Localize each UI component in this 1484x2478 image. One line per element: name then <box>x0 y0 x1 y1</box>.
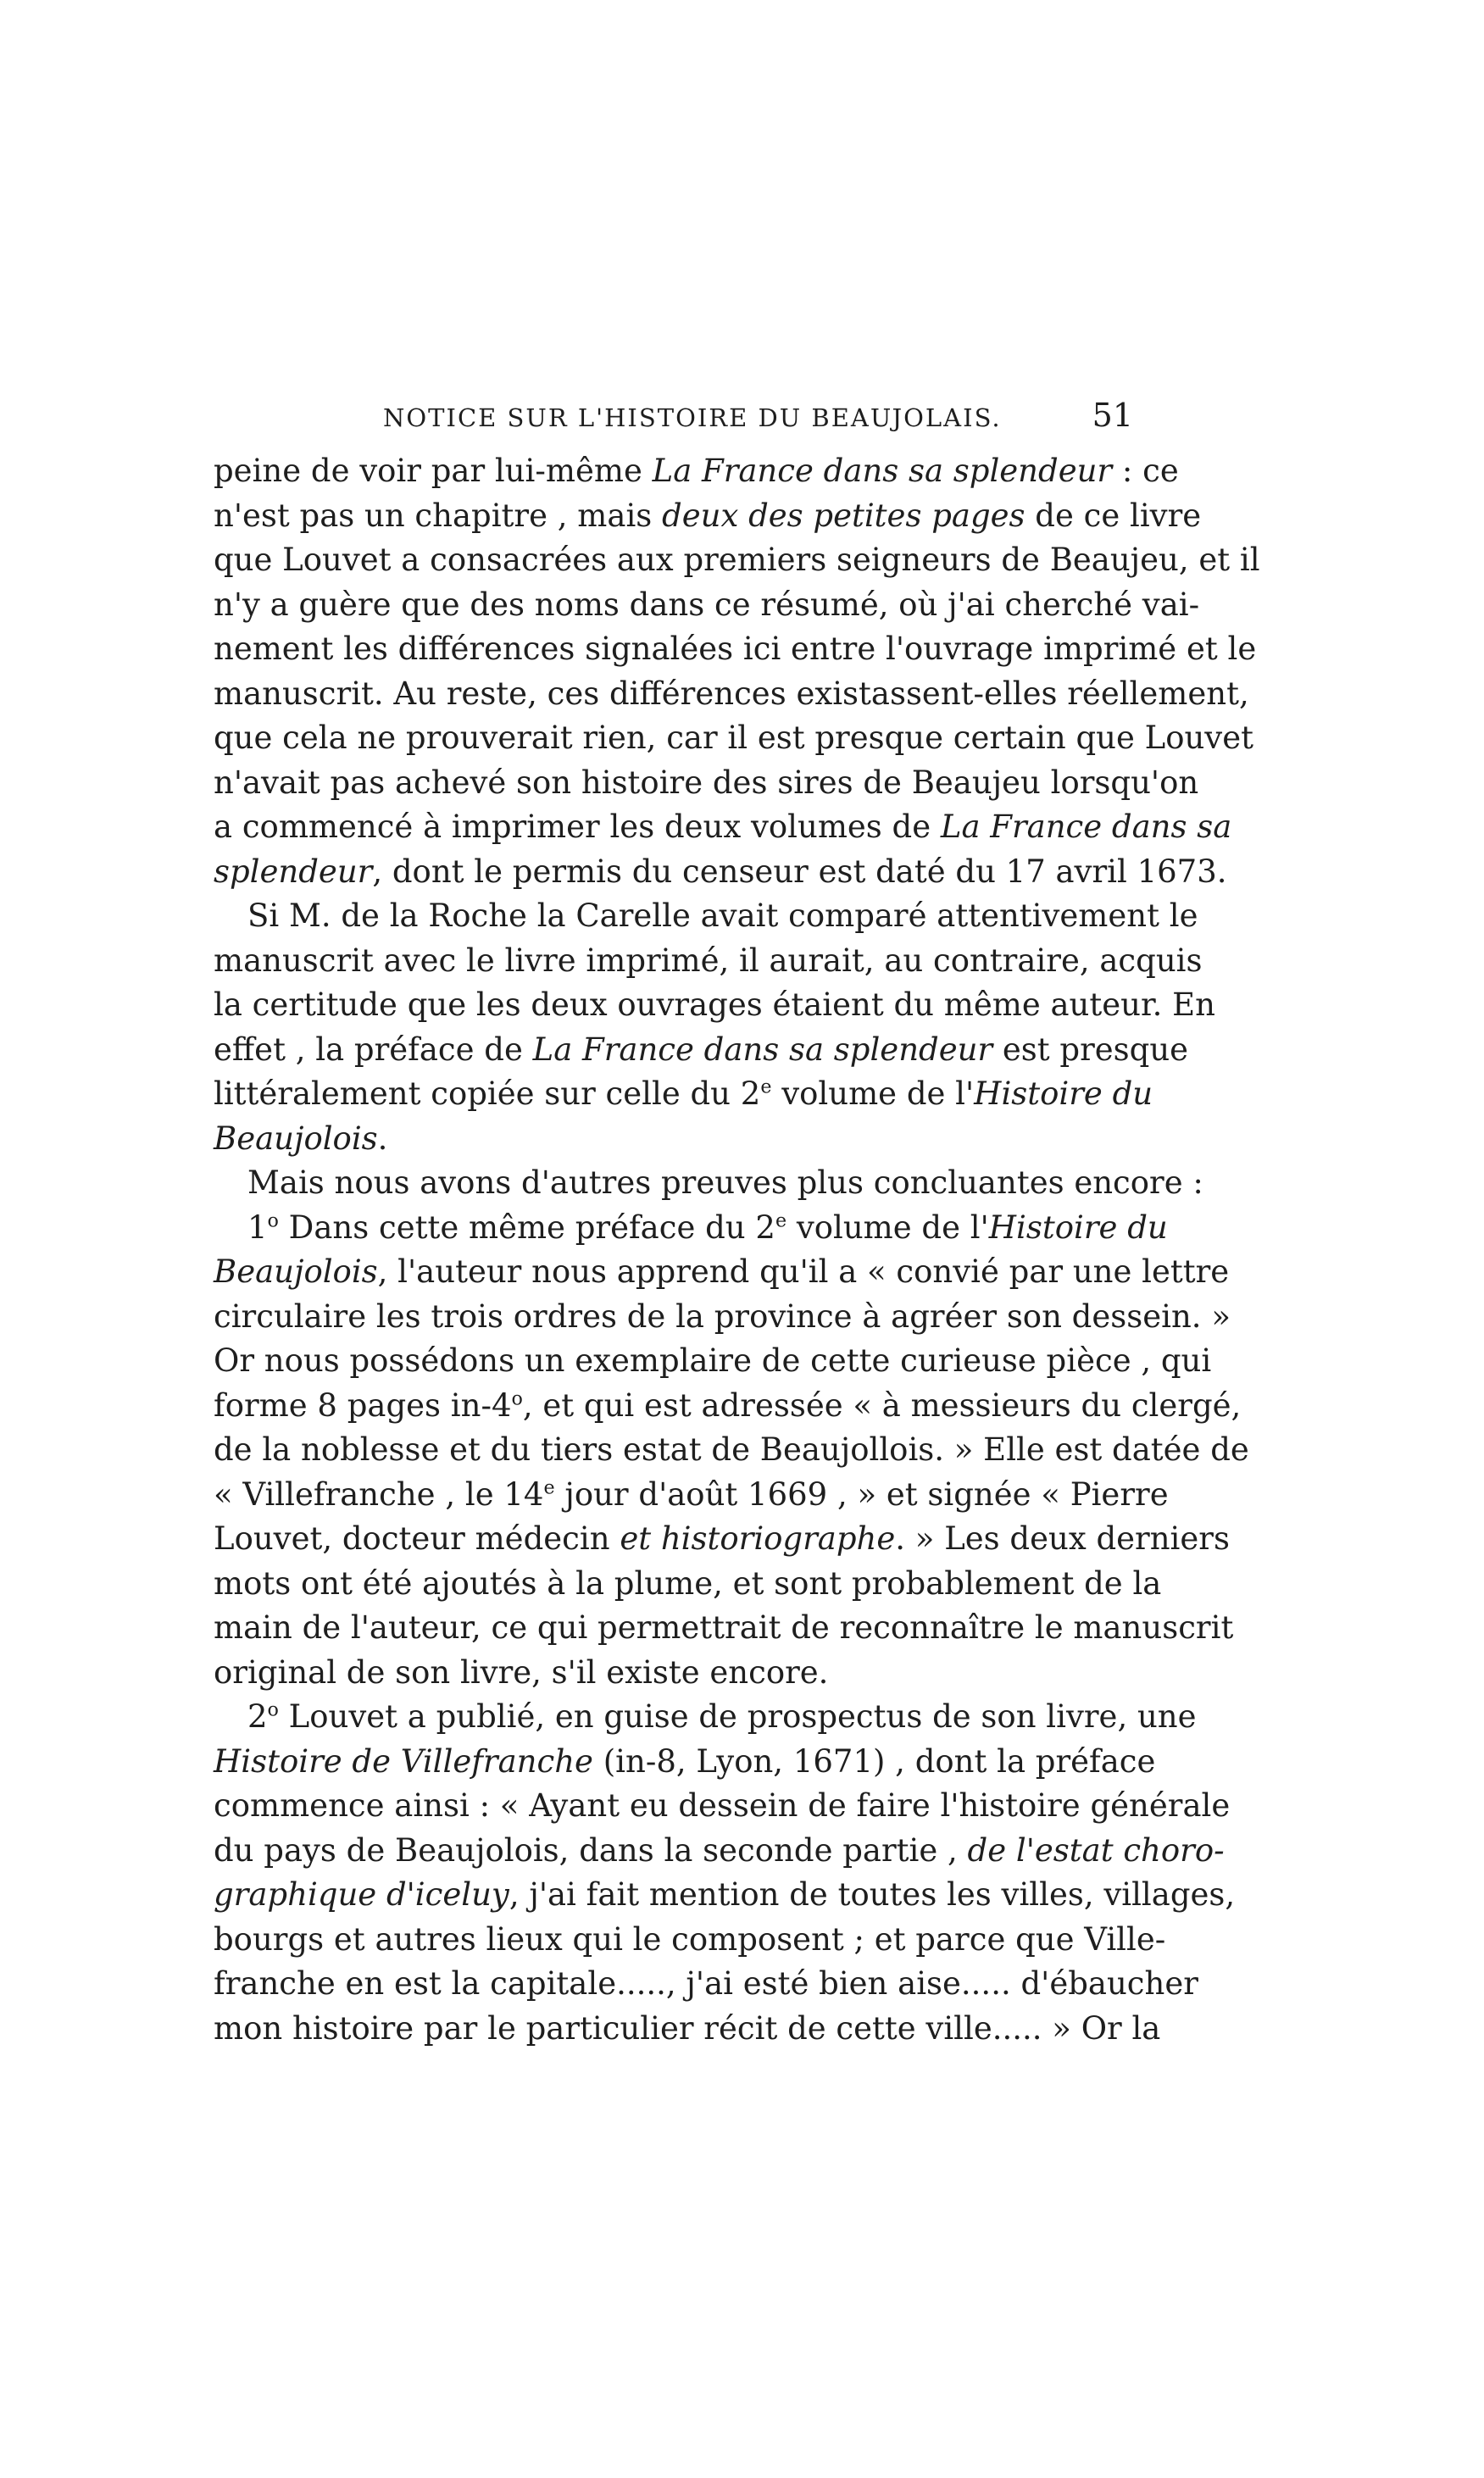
text-line: main de l'auteur, ce qui permettrait de reconnaître le manuscrit <box>214 1609 1234 1646</box>
text-line: commence ainsi : « Ayant eu dessein de faire l'histoire générale <box>214 1787 1231 1824</box>
text-line: circulaire les trois ordres de la province à agréer son dessein. » <box>214 1297 1231 1335</box>
text-line: franche en est la capitale....., j'ai esté bien aise..... d'ébaucher <box>214 1965 1198 2002</box>
text-line: manuscrit. Au reste, ces différences existassent-elles réellement, <box>214 675 1249 712</box>
text-line: n'y a guère que des noms dans ce résumé, où j'ai cherché vai- <box>214 586 1200 623</box>
text-line: a commencé à imprimer les deux volumes de La France dans sa <box>214 808 1232 845</box>
text-line: n'est pas un chapitre , mais deux des petites pages de ce livre <box>214 497 1202 534</box>
text-line: bourgs et autres lieux qui le composent ; et parce que Ville- <box>214 1920 1166 1958</box>
text-line: original de son livre, s'il existe encore. <box>214 1653 829 1691</box>
text-line: Louvet, docteur médecin et historiographe. » Les deux derniers <box>214 1520 1230 1557</box>
paragraph-start-line: 2$^o$ Louvet a publié, en guise de prospectus de son livre, une <box>247 1698 1197 1735</box>
text-line: manuscrit avec le livre imprimé, il aurait, au contraire, acquis <box>214 942 1203 979</box>
text-line: de la noblesse et du tiers estat de Beaujollois. » Elle est datée de <box>214 1431 1249 1468</box>
text-line: Histoire de Villefranche (in-8, Lyon, 1671) , dont la préface <box>214 1742 1156 1780</box>
text-line: nement les différences signalées ici entre l'ouvrage imprimé et le <box>214 631 1257 667</box>
text-line: peine de voir par lui-même La France dans sa splendeur : ce <box>214 453 1179 489</box>
body-text <box>214 449 1260 2051</box>
paragraph-start-line: Si M. de la Roche la Carelle avait comparé attentivement le <box>247 897 1198 934</box>
text-line: splendeur, dont le permis du censeur est daté du 17 avril 1673. <box>214 853 1227 890</box>
text-line: Beaujolois, l'auteur nous apprend qu'il a « convié par une lettre <box>214 1253 1230 1290</box>
text-line: forme 8 pages in-4$^o$, et qui est adressée « à messieurs du clergé, <box>214 1386 1242 1424</box>
text-line: effet , la préface de La France dans sa splendeur est presque <box>214 1031 1189 1068</box>
text-line: Or nous possédons un exemplaire de cette curieuse pièce , qui <box>214 1342 1212 1379</box>
text-line: que cela ne prouverait rien, car il est presque certain que Louvet <box>214 720 1253 756</box>
text-line: n'avait pas achevé son histoire des sires de Beaujeu lorsqu'on <box>214 764 1199 801</box>
paragraph-start-line: Mais nous avons d'autres preuves plus concluantes encore : <box>247 1164 1203 1201</box>
text-line: du pays de Beaujolois, dans la seconde partie , de l'estat choro- <box>214 1831 1225 1869</box>
text-line: graphique d'iceluy, j'ai fait mention de toutes les villes, villages, <box>214 1876 1236 1913</box>
running-head <box>214 395 1133 446</box>
text-line: littéralement copiée sur celle du 2e volume de l'Histoire du <box>214 1075 1153 1112</box>
text-line: la certitude que les deux ouvrages étaient du même auteur. En <box>214 986 1215 1023</box>
text-line: que Louvet a consacrées aux premiers seigneurs de Beaujeu, et il <box>214 542 1260 578</box>
text-line: mon histoire par le particulier récit de cette ville..... » Or la <box>214 2009 1161 2047</box>
page-number: 51 <box>1092 397 1133 434</box>
text-line: mots ont été ajoutés à la plume, et sont probablement de la <box>214 1564 1162 1602</box>
paragraph-start-line: 1$^o$ Dans cette même préface du 2e volume de l'Histoire du <box>247 1208 1168 1246</box>
text-line: Beaujolois. <box>214 1120 388 1157</box>
text-line: « Villefranche , le 14e jour d'août 1669 , » et signée « Pierre <box>214 1475 1169 1513</box>
running-title: NOTICE SUR L'HISTOIRE DU BEAUJOLAIS. <box>383 403 1002 432</box>
